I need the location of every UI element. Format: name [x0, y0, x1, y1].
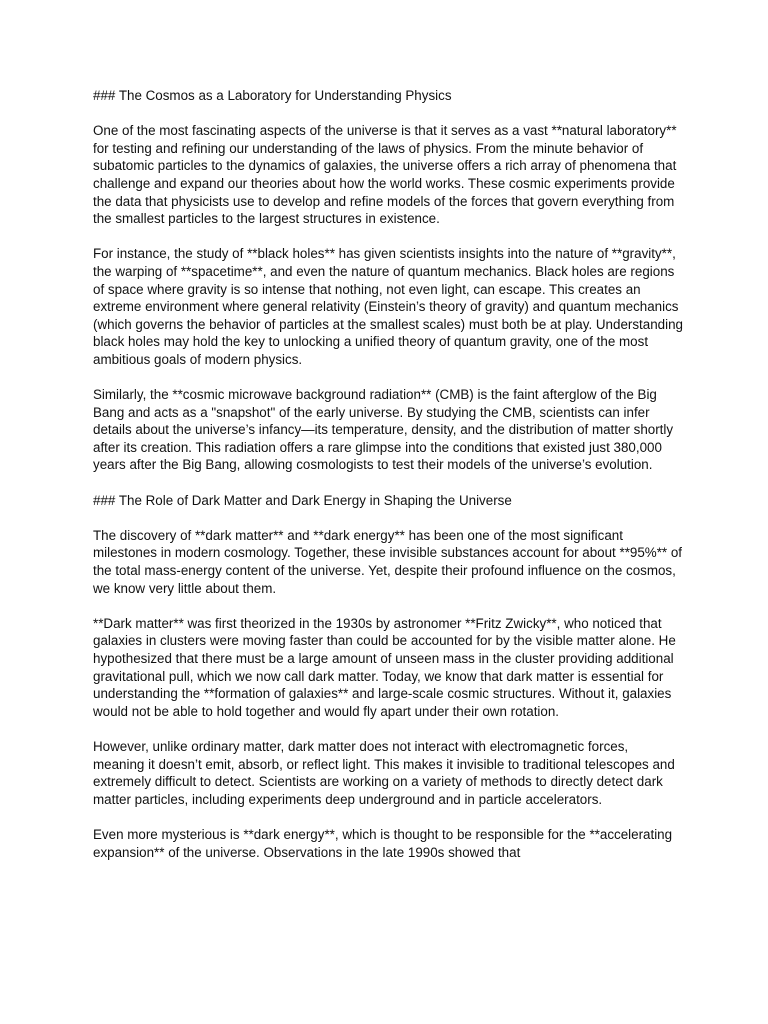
paragraph-dark-matter-detection: However, unlike ordinary matter, dark matter does not interact with electromagnetic forces, meaning it doesn’t emit, absorb, or reflect light. This makes it invisible to traditional telescopes and extremely difficult to detect. Scientists are working on a variety of methods to directly detect dark matter particles, including experiments deep underground and in particle accelerators.	[93, 738, 675, 807]
section-heading-dark-matter-energy: ### The Role of Dark Matter and Dark Energy in Shaping the Universe	[93, 492, 512, 508]
paragraph-natural-laboratory: One of the most fascinating aspects of the universe is that it serves as a vast **natural laboratory** for testing and refining our understanding of the laws of physics. From the minute behavior of subatomic particles to the dynamics of galaxies, the universe offers a rich array of phenomena that challenge and expand our theories about how the world works. These cosmic experiments provide the data that physicists use to develop and refine models of the forces that govern everything from the smallest particles to the largest structures in existence.	[93, 123, 677, 227]
paragraph-dark-discovery: The discovery of **dark matter** and **dark energy** has been one of the most significant milestones in modern cosmology. Together, these invisible substances account for about **95%** of the total mass-energy content of the universe. Yet, despite their profound influence on the cosmos, we know very little about them.	[93, 527, 683, 596]
paragraph-dark-energy: Even more mysterious is **dark energy**, which is thought to be responsible for the **accelerating expansion** of the universe. Observations in the late 1990s showed that	[93, 826, 673, 860]
document-body	[93, 87, 683, 879]
paragraph-dark-matter-zwicky: **Dark matter** was first theorized in the 1930s by astronomer **Fritz Zwicky**, who noticed that galaxies in clusters were moving faster than could be accounted for by the visible matter alone. He hypothesized that there must be a large amount of unseen mass in the cluster providing additional gravitational pull, which we now call dark matter. Today, we know that dark matter is essential for understanding the **formation of galaxies** and large-scale cosmic structures. Without it, galaxies would not be able to hold together and would fly apart under their own rotation.	[93, 615, 676, 719]
paragraph-cmb: Similarly, the **cosmic microwave background radiation** (CMB) is the faint afterglow of the Big Bang and acts as a "snapshot" of the early universe. By studying the CMB, scientists can infer details about the universe’s infancy—its temperature, density, and the distribution of matter shortly after its creation. This radiation offers a rare glimpse into the conditions that existed just 380,000 years after the Big Bang, allowing cosmologists to test their models of the universe’s evolution.	[93, 387, 674, 473]
paragraph-black-holes: For instance, the study of **black holes** has given scientists insights into the nature of **gravity**, the warping of **spacetime**, and even the nature of quantum mechanics. Black holes are regions of space where gravity is so intense that nothing, not even light, can escape. This creates an extreme environment where general relativity (Einstein’s theory of gravity) and quantum mechanics (which governs the behavior of particles at the smallest scales) must both be at play. Understanding black holes may hold the key to unlocking a unified theory of quantum gravity, one of the most ambitious goals of modern physics.	[93, 246, 683, 367]
section-heading-cosmos-laboratory: ### The Cosmos as a Laboratory for Understanding Physics	[93, 88, 452, 103]
